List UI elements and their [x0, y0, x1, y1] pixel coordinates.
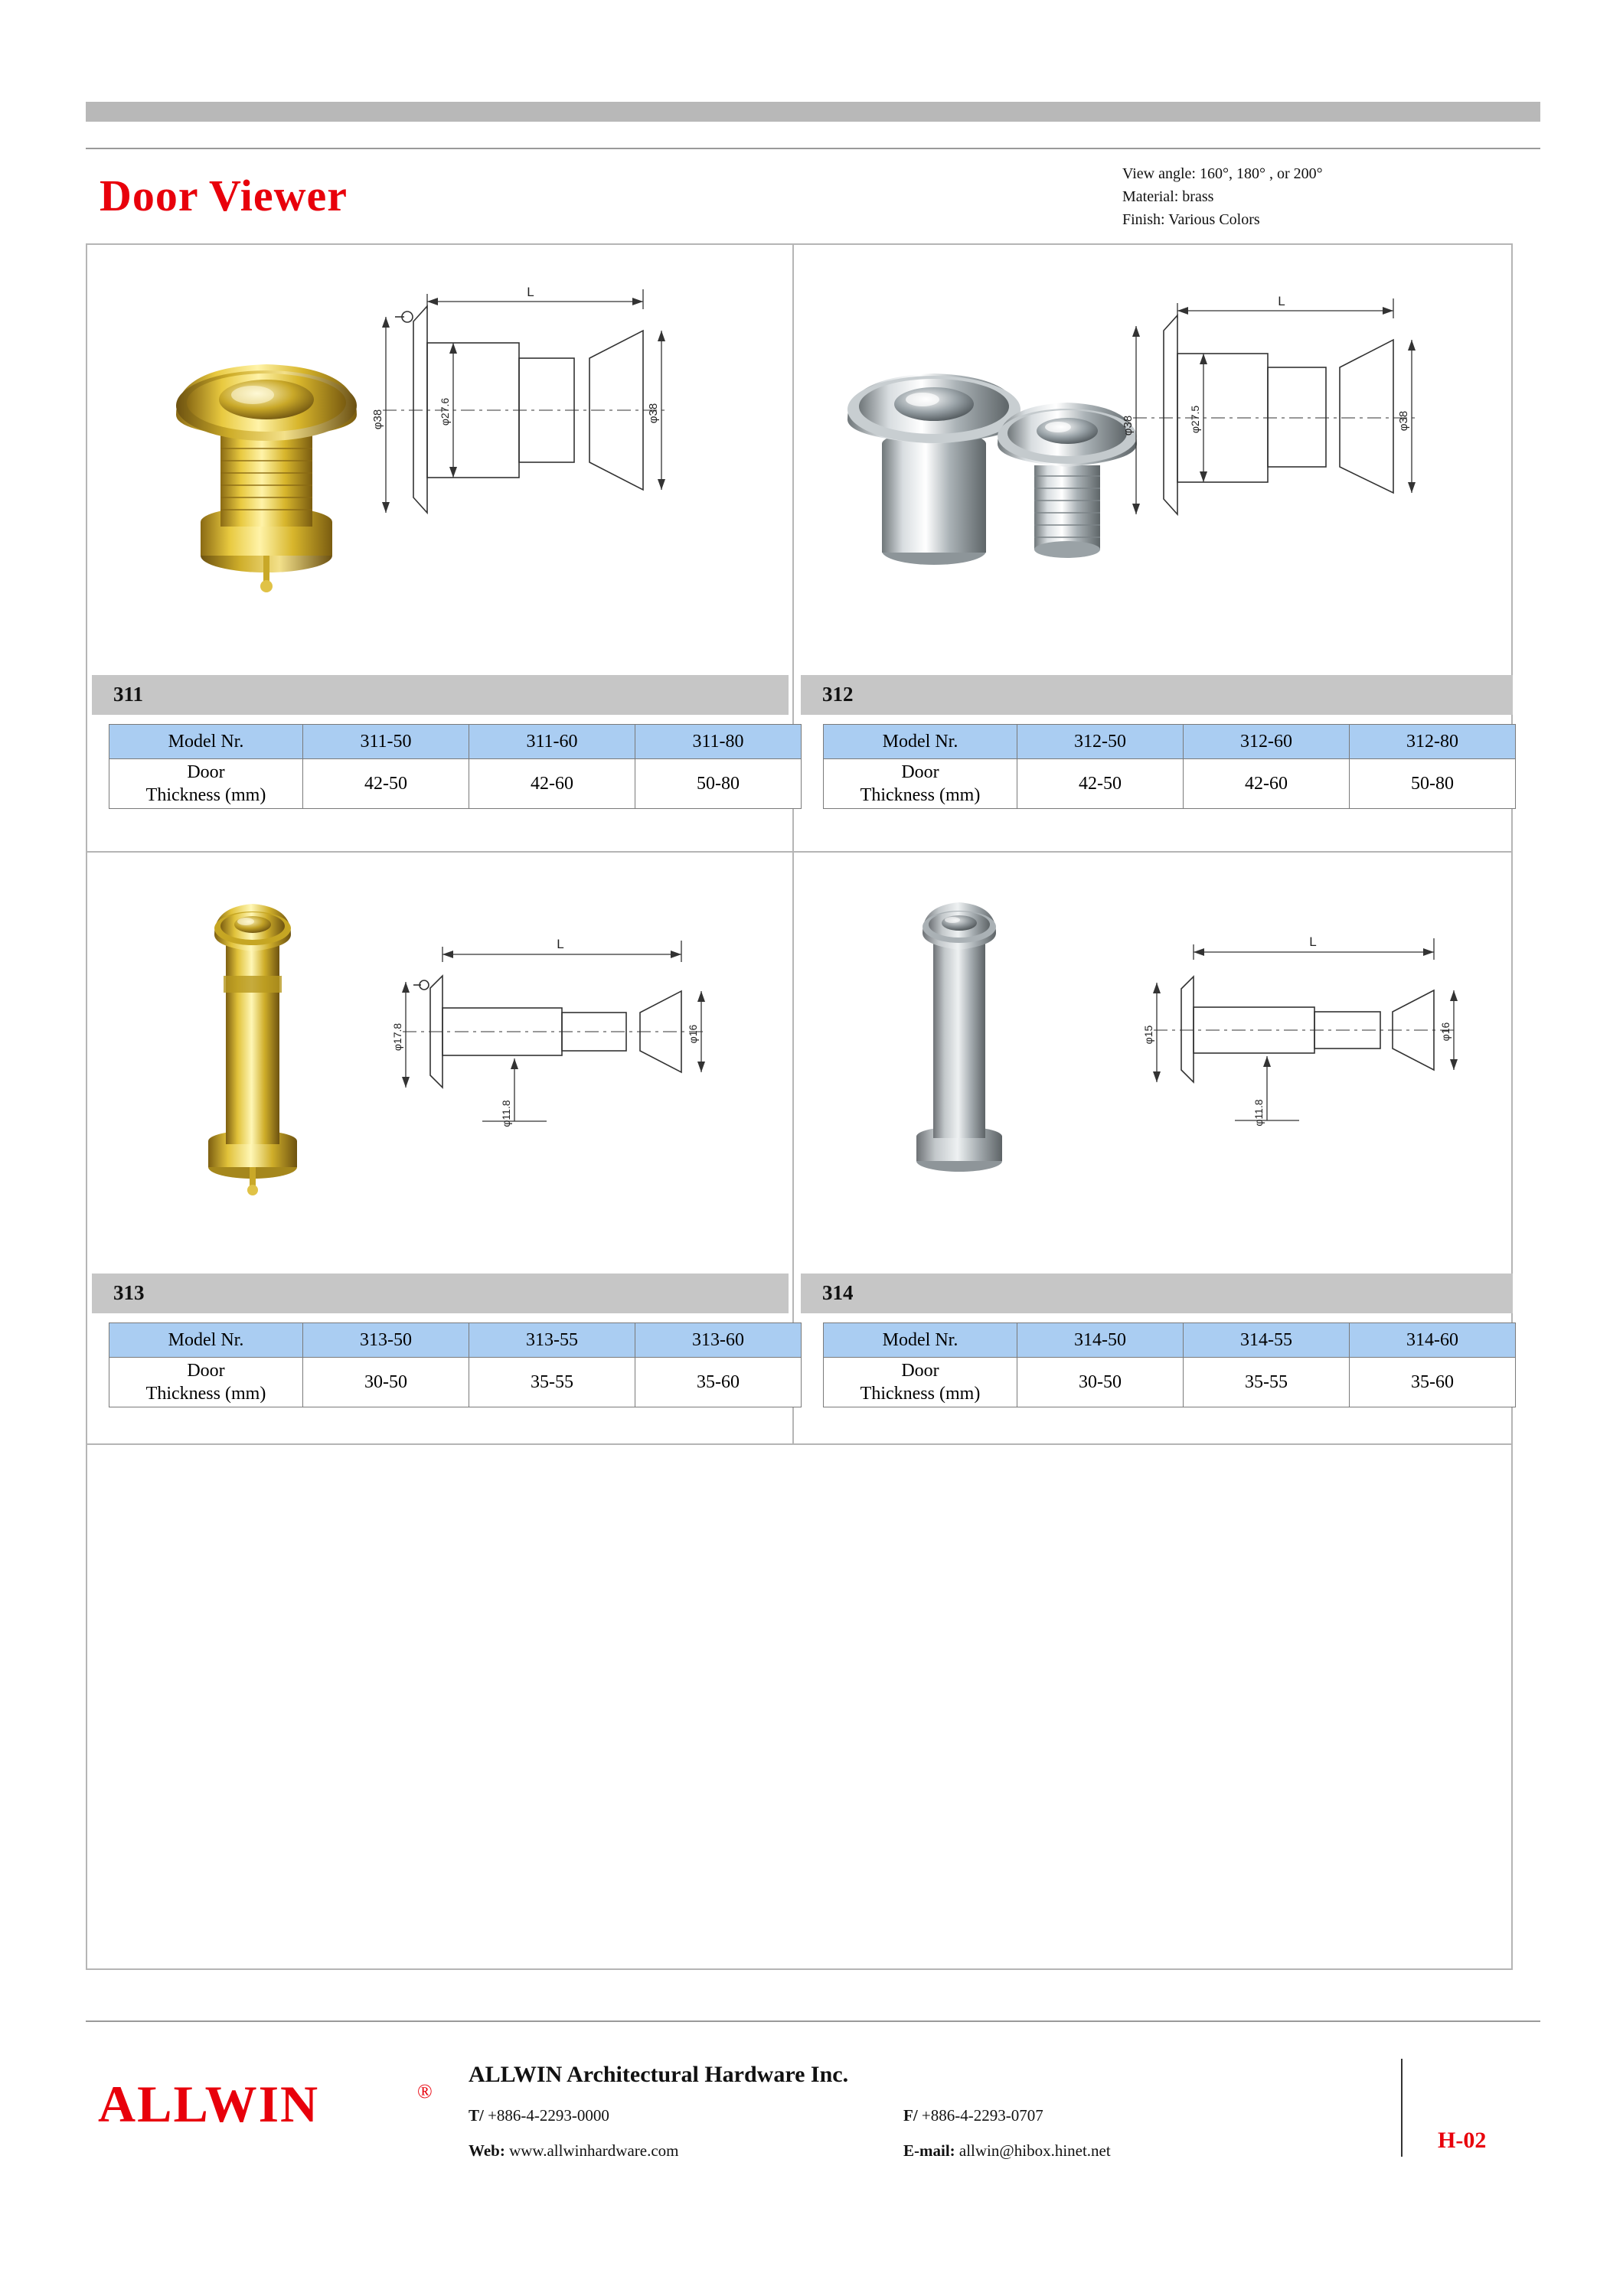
dim-L-311: L: [527, 285, 534, 299]
table-row: [109, 1358, 802, 1407]
fax-label: F/: [903, 2106, 918, 2125]
tel-value: +886-4-2293-0000: [488, 2106, 609, 2125]
dim-phi16-313: φ16: [687, 1024, 699, 1044]
dim-L-313: L: [557, 937, 564, 951]
model-value: 311-80: [635, 725, 802, 759]
thickness-label: Door Thickness (mm): [824, 759, 1017, 809]
thickness-value: 42-60: [1184, 759, 1350, 809]
table-row: [109, 725, 802, 759]
spec-table-314: [823, 1322, 1516, 1407]
footer-separator: [1401, 2059, 1403, 2157]
table-row: [824, 725, 1516, 759]
thickness-value: 50-80: [635, 759, 802, 809]
table-row: [824, 1358, 1516, 1407]
spec-material: Material: brass: [1122, 188, 1214, 205]
grid-horizontal-divider-1: [86, 851, 1513, 853]
thickness-value: 35-55: [469, 1358, 635, 1407]
dim-phi275-312: φ27.5: [1189, 405, 1201, 434]
thickness-value: 35-60: [635, 1358, 802, 1407]
dim-phi16-314: φ16: [1439, 1022, 1452, 1042]
registered-mark-icon: ®: [417, 2080, 433, 2102]
web-value[interactable]: www.allwinhardware.com: [509, 2141, 679, 2160]
spec-finish: Finish: Various Colors: [1122, 211, 1260, 228]
product-code-313: 313: [113, 1281, 145, 1304]
model-value: 313-55: [469, 1323, 635, 1358]
model-value: 313-50: [303, 1323, 469, 1358]
model-nr-label: Model Nr.: [109, 1323, 303, 1358]
model-value: 313-60: [635, 1323, 802, 1358]
dim-phi118-313: φ11.8: [500, 1100, 512, 1127]
model-value: 312-80: [1350, 725, 1516, 759]
dim-phi15-314: φ15: [1142, 1025, 1154, 1045]
model-value: 312-60: [1184, 725, 1350, 759]
product-code-band-311: [92, 675, 789, 715]
email-value[interactable]: allwin@hibox.hinet.net: [958, 2141, 1111, 2160]
thickness-value: 35-55: [1184, 1358, 1350, 1407]
model-nr-label: Model Nr.: [109, 725, 303, 759]
model-value: 311-60: [469, 725, 635, 759]
product-code-band-313: [92, 1274, 789, 1313]
table-row: [109, 1323, 802, 1358]
model-value: 314-55: [1184, 1323, 1350, 1358]
spec-view-angle: View angle: 160°, 180° , or 200°: [1122, 165, 1323, 182]
web-label: Web:: [469, 2141, 505, 2160]
dim-phi178-313: φ17.8: [391, 1022, 403, 1052]
contact-email[interactable]: [903, 2141, 1111, 2161]
top-grey-bar: [86, 102, 1540, 122]
model-value: 314-50: [1017, 1323, 1184, 1358]
footer-rule: [86, 2020, 1540, 2022]
dim-phi118-314: φ11.8: [1252, 1099, 1265, 1127]
fax-value: +886-4-2293-0707: [921, 2106, 1043, 2125]
dim-L-312: L: [1278, 294, 1285, 308]
company-name: ALLWIN Architectural Hardware Inc.: [469, 2062, 849, 2087]
model-value: 314-60: [1350, 1323, 1516, 1358]
dim-phi38-right-312: φ38: [1397, 410, 1410, 432]
contact-web[interactable]: [469, 2141, 679, 2161]
email-label: E-mail:: [903, 2141, 955, 2160]
thickness-value: 30-50: [1017, 1358, 1184, 1407]
page-title: Door Viewer: [100, 171, 348, 220]
thickness-value: 42-50: [303, 759, 469, 809]
thickness-label: Door Thickness (mm): [824, 1358, 1017, 1407]
product-drawing-312: [1087, 291, 1501, 563]
dim-phi38-right-311: φ38: [647, 403, 660, 424]
spec-table-311: [109, 724, 802, 809]
product-drawing-313: [345, 922, 758, 1179]
product-code-band-314: [801, 1274, 1513, 1313]
product-code-314: 314: [822, 1281, 854, 1304]
model-nr-label: Model Nr.: [824, 1323, 1017, 1358]
spec-table-313: [109, 1322, 802, 1407]
model-value: 312-50: [1017, 725, 1184, 759]
thickness-value: 50-80: [1350, 759, 1516, 809]
thickness-value: 42-50: [1017, 759, 1184, 809]
grid-horizontal-divider-2: [86, 1443, 1513, 1445]
product-code-band-312: [801, 675, 1513, 715]
product-code-312: 312: [822, 683, 854, 706]
brand-logo: ALLWIN: [98, 2075, 320, 2133]
model-value: 311-50: [303, 725, 469, 759]
model-nr-label: Model Nr.: [824, 725, 1017, 759]
product-drawing-314: [1091, 918, 1504, 1182]
thickness-value: 42-60: [469, 759, 635, 809]
thickness-label: Door Thickness (mm): [109, 1358, 303, 1407]
page-code: H-02: [1438, 2128, 1487, 2153]
product-drawing-311: [337, 283, 750, 563]
header-specs: [1122, 162, 1323, 231]
table-row: [824, 759, 1516, 809]
product-code-311: 311: [113, 683, 144, 706]
contact-fax: [903, 2106, 1043, 2125]
dim-L-314: L: [1309, 934, 1317, 949]
grid-vertical-divider: [792, 243, 794, 1445]
table-row: [824, 1323, 1516, 1358]
header-rule: [86, 148, 1540, 149]
dim-phi38-left-312: φ38: [1122, 415, 1135, 436]
dim-phi38-left-311: φ38: [371, 409, 384, 430]
contact-tel: [469, 2106, 609, 2125]
thickness-value: 35-60: [1350, 1358, 1516, 1407]
dim-phi276-311: φ27.6: [439, 397, 451, 426]
table-row: [109, 759, 802, 809]
thickness-value: 30-50: [303, 1358, 469, 1407]
spec-table-312: [823, 724, 1516, 809]
tel-label: T/: [469, 2106, 484, 2125]
thickness-label: Door Thickness (mm): [109, 759, 303, 809]
